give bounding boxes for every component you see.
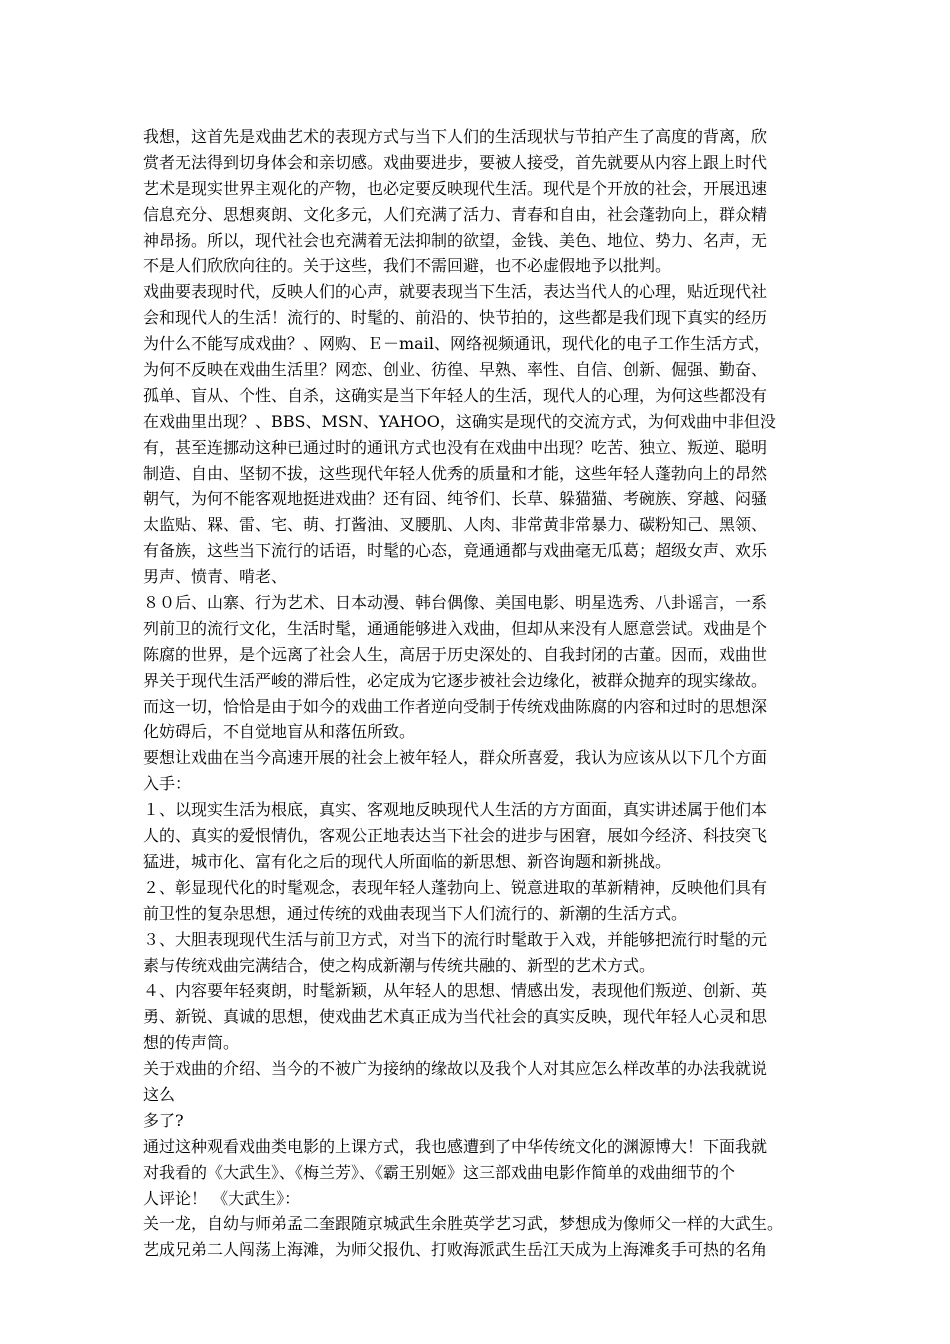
text-line: 有，甚至连挪动这种已通过时的通讯方式也没有在戏曲中出现？吃苦、独立、叛逆、聪明	[143, 437, 768, 457]
text-line: 要想让戏曲在当今高速开展的社会上被年轻人，群众所喜爱，我认为应该从以下几个方面	[143, 748, 768, 768]
text-line: 为何不反映在戏曲生活里？网恋、创业、彷徨、早熟、率性、自信、创新、倔强、勤奋、	[143, 360, 768, 380]
text-line: 不是人们欣欣向往的。关于这些，我们不需回避，也不必虚假地予以批判。	[143, 256, 672, 276]
text-line: 朝气，为何不能客观地挺进戏曲？还有囧、纯爷们、长草、躲猫猫、考碗族、穿越、闷骚	[143, 489, 768, 509]
text-line: 入手：	[143, 774, 192, 794]
text-line: 制造、自由、坚韧不拔，这些现代年轻人优秀的质量和才能，这些年轻人蓬勃向上的昂然	[143, 463, 768, 483]
text-line: 想的传声筒。	[143, 1033, 240, 1053]
text-line: 有备族，这些当下流行的话语，时髦的心态，竟通通都与戏曲毫无瓜葛；超级女声、欢乐	[143, 541, 768, 561]
text-line: ３、大胆表现现代生活与前卫方式，对当下的流行时髦敢于入戏，并能够把流行时髦的元	[143, 929, 768, 949]
text-line: 信息充分、思想爽朗、文化多元，人们充满了活力、青春和自由，社会蓬勃向上，群众精	[143, 204, 768, 224]
text-line: 神昂扬。所以，现代社会也充满着无法抑制的欲望，金钱、美色、地位、势力、名声，无	[143, 230, 768, 250]
text-line: 戏曲要表现时代，反映人们的心声，就要表现当下生活，表达当代人的心理，贴近现代社	[143, 282, 768, 302]
text-line: 素与传统戏曲完满结合，使之构成新潮与传统共融的、新型的艺术方式。	[143, 955, 656, 975]
text-line: 对我看的《大武生》、《梅兰芳》、《霸王别姬》这三部戏曲电影作简单的戏曲细节的个	[143, 1162, 736, 1182]
text-line: ８０后、山寨、行为艺术、日本动漫、韩台偶像、美国电影、明星选秀、八卦谣言，一系	[143, 593, 768, 613]
text-line: 在戏曲里出现？、BBS、MSN、YAHOO，这确实是现代的交流方式，为何戏曲中非但没	[143, 411, 776, 431]
text-line: 前卫性的复杂思想，通过传统的戏曲表现当下人们流行的、新潮的生活方式。	[143, 903, 688, 923]
text-line: 猛进，城市化、富有化之后的现代人所面临的新思想、新咨询题和新挑战。	[143, 851, 672, 871]
text-line: 人评论！ 《大武生》：	[143, 1188, 301, 1208]
text-line: 为什么不能写成戏曲？、网购、Ｅ－mail、网络视频通讯，现代化的电子工作生活方式，	[143, 334, 770, 354]
document-body	[143, 124, 823, 1263]
text-line: １、以现实生活为根底，真实、客观地反映现代人生活的方方面面，真实讲述属于他们本	[143, 800, 768, 820]
text-line: 艺术是现实世界主观化的产物，也必定要反映现代生活。现代是个开放的社会，开展迅速	[143, 178, 768, 198]
text-line: 关一龙，自幼与师弟孟二奎跟随京城武生余胜英学艺习武，梦想成为像师父一样的大武生。	[143, 1214, 784, 1234]
text-line: 而这一切，恰恰是由于如今的戏曲工作者逆向受制于传统戏曲陈腐的内容和过时的思想深	[143, 696, 768, 716]
text-line: 人的、真实的爱恨情仇，客观公正地表达当下社会的进步与困窘，展如今经济、科技突飞	[143, 826, 768, 846]
text-line: 会和现代人的生活！流行的、时髦的、前沿的、快节拍的，这些都是我们现下真实的经历	[143, 308, 768, 328]
text-line: 通过这种观看戏曲类电影的上课方式，我也感遭到了中华传统文化的渊源博大！下面我就	[143, 1136, 768, 1156]
text-line: 列前卫的流行文化，生活时髦，通通能够进入戏曲，但却从来没有人愿意尝试。戏曲是个	[143, 618, 768, 638]
text-line: 这么	[143, 1084, 176, 1104]
text-line: 化妨碍后，不自觉地盲从和落伍所致。	[143, 722, 416, 742]
text-line: 艺成兄弟二人闯荡上海滩，为师父报仇、打败海派武生岳江天成为上海滩炙手可热的名角	[143, 1240, 768, 1260]
text-line: 陈腐的世界，是个远离了社会人生，高居于历史深处的、自我封闭的古董。因而，戏曲世	[143, 644, 768, 664]
text-line: 关于戏曲的介绍、当今的不被广为接纳的缘故以及我个人对其应怎么样改革的办法我就说	[143, 1059, 768, 1079]
text-line: 赏者无法得到切身体会和亲切感。戏曲要进步，要被人接受，首先就要从内容上跟上时代	[143, 152, 768, 172]
text-line: 男声、愤青、啃老、	[143, 567, 288, 587]
text-line: 多了?	[143, 1110, 184, 1130]
text-line: 勇、新锐、真诚的思想，使戏曲艺术真正成为当代社会的真实反映，现代年轻人心灵和思	[143, 1007, 768, 1027]
text-line: ４、内容要年轻爽朗，时髦新颖，从年轻人的思想、情感出发，表现他们叛逆、创新、英	[143, 981, 768, 1001]
text-line: ２、彰显现代化的时髦观念，表现年轻人蓬勃向上、锐意进取的革新精神，反映他们具有	[143, 877, 768, 897]
text-line: 孤单、盲从、个性、自杀，这确实是当下年轻人的生活，现代人的心理，为何这些都没有	[143, 385, 768, 405]
text-line: 我想，这首先是戏曲艺术的表现方式与当下人们的生活现状与节拍产生了高度的背离，欣	[143, 127, 768, 146]
text-line: 界关于现代生活严峻的滞后性，必定成为它逐步被社会边缘化，被群众抛弃的现实缘故。	[143, 670, 768, 690]
text-line: 太监贴、槑、雷、宅、萌、打酱油、叉腰肌、人肉、非常黄非常暴力、碳粉知己、黑领、	[143, 515, 768, 535]
